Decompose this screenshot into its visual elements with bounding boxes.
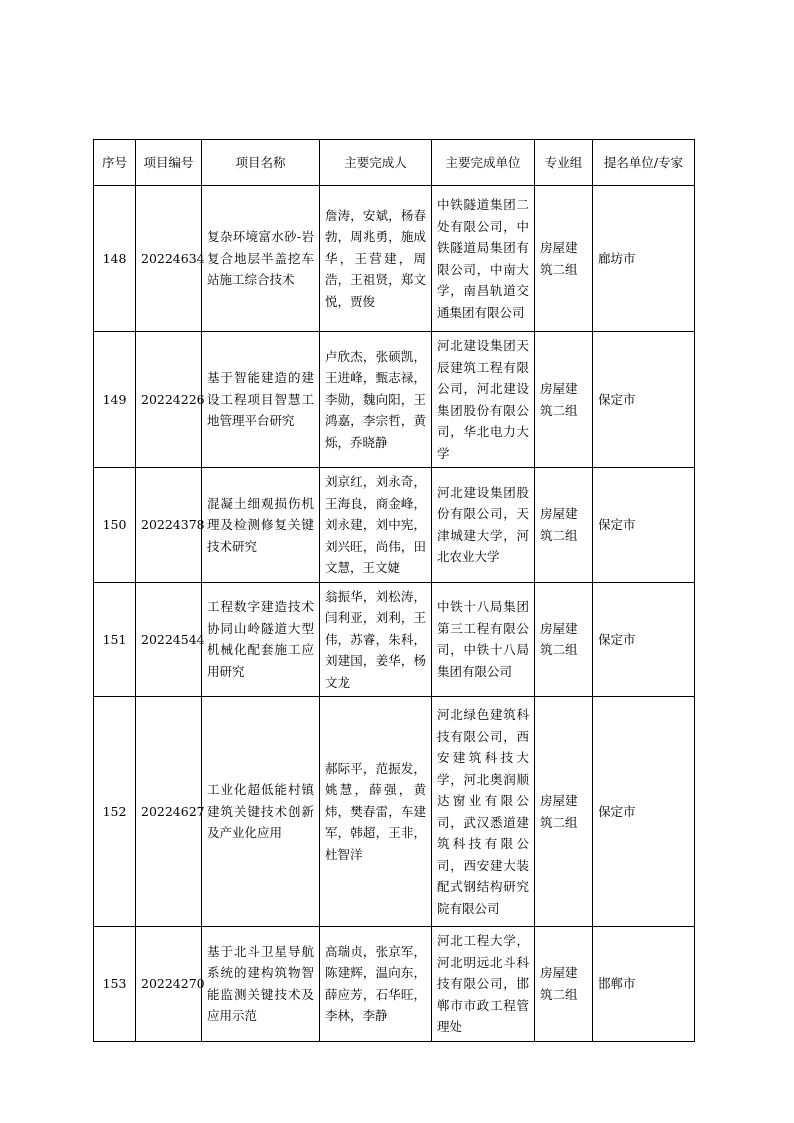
- row-people: 詹涛，安斌，杨春勃，周兆勇，施成华，王营建，周浩，王祖贤，郑文悦，贾俊: [320, 186, 432, 332]
- row-name: 基于北斗卫星导航系统的建构筑物智能监测关键技术及应用示范: [202, 927, 320, 1042]
- row-units: 河北工程大学，河北明远北斗科技有限公司，邯郸市市政工程管理处: [432, 927, 535, 1042]
- header-people: 主要完成人: [320, 140, 432, 186]
- row-people: 翁振华，刘松涛，闫利亚，刘利，王伟，苏睿，朱科，刘建国，姜华，杨文龙: [320, 582, 432, 697]
- row-code: 20224544: [136, 582, 202, 697]
- table-header-row: [94, 140, 695, 186]
- row-people: 高瑞贞，张京军，陈建辉，温向东，薛应芳，石华旺，李林，李静: [320, 927, 432, 1042]
- row-nominator: 保定市: [593, 697, 695, 927]
- row-code: 20224226: [136, 332, 202, 468]
- row-nominator: 廊坊市: [593, 186, 695, 332]
- row-units: 中铁十八局集团第三工程有限公司，中铁十八局集团有限公司: [432, 582, 535, 697]
- row-group: 房屋建筑二组: [535, 332, 593, 468]
- row-units: 中铁隧道集团二处有限公司，中铁隧道局集团有限公司，中南大学，南昌轨道交通集团有限公司: [432, 186, 535, 332]
- row-code: 20224270: [136, 927, 202, 1042]
- header-units: 主要完成单位: [432, 140, 535, 186]
- row-no: 150: [94, 468, 136, 583]
- row-nominator: 邯郸市: [593, 927, 695, 1042]
- table-row: [94, 582, 695, 697]
- row-name: 工程数字建造技术协同山岭隧道大型机械化配套施工应用研究: [202, 582, 320, 697]
- row-code: 20224627: [136, 697, 202, 927]
- row-nominator: 保定市: [593, 468, 695, 583]
- header-no: 序号: [94, 140, 136, 186]
- row-people: 郝际平，范振发，姚慧，薛强，黄炜，樊春雷，车建军，韩超，王非，杜智洋: [320, 697, 432, 927]
- row-no: 149: [94, 332, 136, 468]
- table-row: [94, 332, 695, 468]
- table-row: [94, 468, 695, 583]
- row-no: 153: [94, 927, 136, 1042]
- header-code: 项目编号: [136, 140, 202, 186]
- row-no: 151: [94, 582, 136, 697]
- row-group: 房屋建筑二组: [535, 697, 593, 927]
- row-no: 152: [94, 697, 136, 927]
- header-nominator: 提名单位/专家: [593, 140, 695, 186]
- row-name: 基于智能建造的建设工程项目智慧工地管理平台研究: [202, 332, 320, 468]
- row-group: 房屋建筑二组: [535, 582, 593, 697]
- row-units: 河北建设集团天辰建筑工程有限公司，河北建设集团股份有限公司，华北电力大学: [432, 332, 535, 468]
- row-name: 复杂环境富水砂-岩复合地层半盖挖车站施工综合技术: [202, 186, 320, 332]
- row-people: 卢欣杰，张硕凯，王进峰，甄志禄，李勋，魏向阳，王鸿嘉，李宗哲，黄烁，乔晓静: [320, 332, 432, 468]
- row-people: 刘京红，刘永奇，王海良，商金峰，刘永建，刘中宪，刘兴旺，尚伟，田文慧，王文婕: [320, 468, 432, 583]
- row-group: 房屋建筑二组: [535, 927, 593, 1042]
- row-no: 148: [94, 186, 136, 332]
- row-code: 20224634: [136, 186, 202, 332]
- header-name: 项目名称: [202, 140, 320, 186]
- row-nominator: 保定市: [593, 582, 695, 697]
- row-units: 河北建设集团股份有限公司，天津城建大学，河北农业大学: [432, 468, 535, 583]
- row-nominator: 保定市: [593, 332, 695, 468]
- table-row: [94, 927, 695, 1042]
- row-name: 工业化超低能村镇建筑关键技术创新及产业化应用: [202, 697, 320, 927]
- table-row: [94, 697, 695, 927]
- row-name: 混凝土细观损伤机理及检测修复关键技术研究: [202, 468, 320, 583]
- row-group: 房屋建筑二组: [535, 468, 593, 583]
- row-code: 20224378: [136, 468, 202, 583]
- row-group: 房屋建筑二组: [535, 186, 593, 332]
- project-table: [93, 139, 695, 1042]
- row-units: 河北绿色建筑科技有限公司，西安建筑科技大学，河北奥润顺达窗业有限公司，武汉悉道建筑科技有限公司，西安建大装配式钢结构研究院有限公司: [432, 697, 535, 927]
- header-group: 专业组: [535, 140, 593, 186]
- table-row: [94, 186, 695, 332]
